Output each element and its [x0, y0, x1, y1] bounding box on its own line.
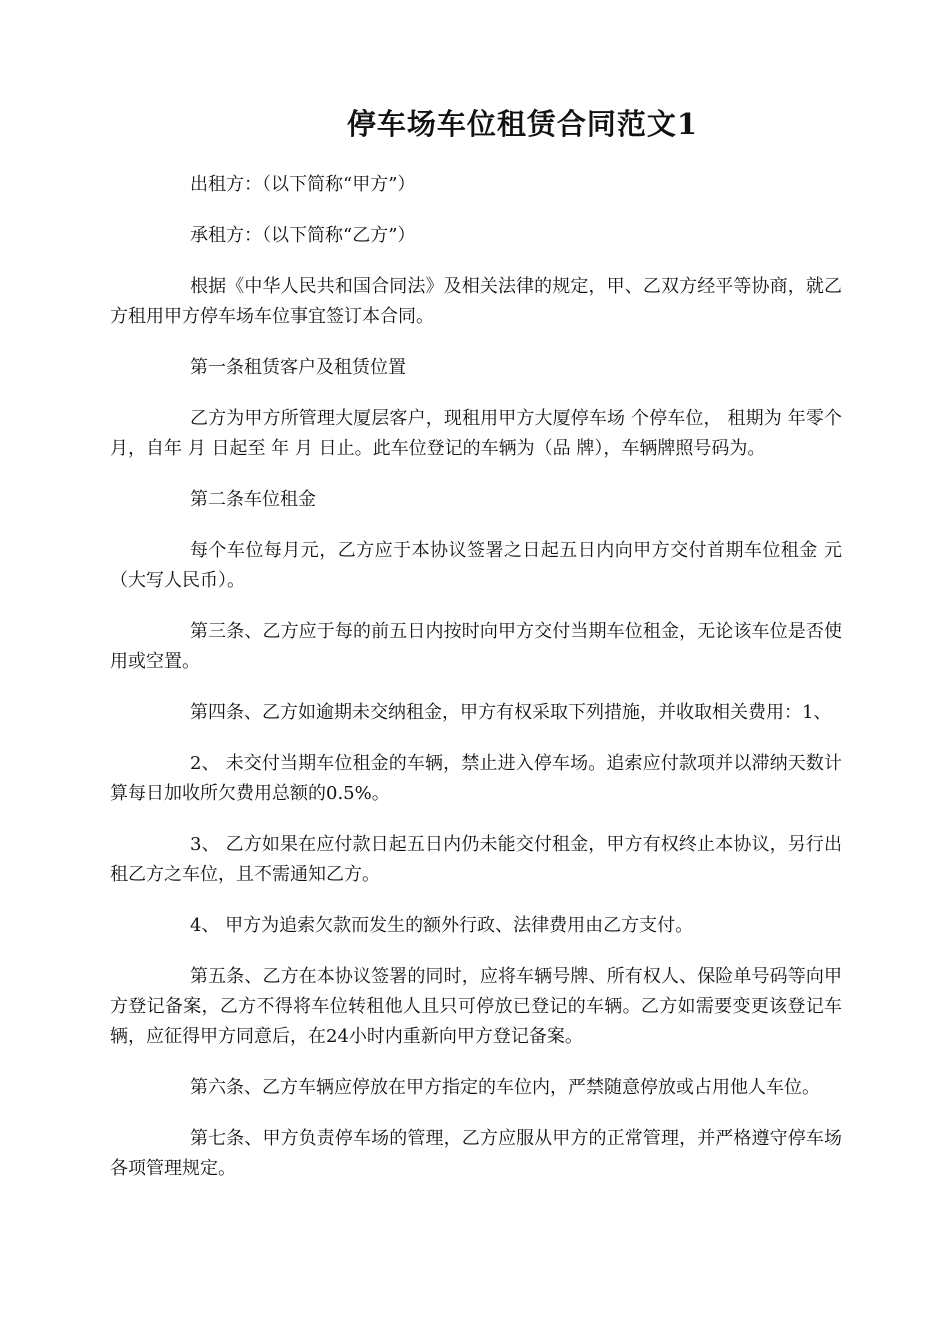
paragraph-lessor: 出租方：（以下简称“甲方”） [190, 174, 416, 195]
paragraph-article-5: 第五条、乙方在本协议签署的同时，应将车辆号牌、所有权人、保险单号码等向甲方登记备案，乙方不得将车位转租他人且只可停放已登记的车辆。乙方如需要变更该登记车辆，应征得甲方同意后，在24小时内重新向甲方登记备案。 [110, 966, 842, 1047]
paragraph-article-4-item-3: 3、 乙方如果在应付款日起五日内仍未能交付租金，甲方有权终止本协议，另行出租乙方之车位，且不需通知乙方。 [110, 834, 842, 885]
paragraph-preamble: 根据《中华人民共和国合同法》及相关法律的规定，甲、乙双方经平等协商，就乙方租用甲方停车场车位事宜签订本合同。 [110, 276, 842, 327]
paragraph-article-1-body: 乙方为甲方所管理大厦层客户，现租用甲方大厦停车场 个停车位， 租期为 年零个月，自年 月 日起至 年 月 日止。此车位登记的车辆为（品 牌），车辆牌照号码为。 [110, 408, 842, 459]
paragraph-article-4-item-4: 4、 甲方为追索欠款而发生的额外行政、法律费用由乙方支付。 [190, 915, 694, 936]
paragraph-article-4-item-2: 2、 未交付当期车位租金的车辆，禁止进入停车场。追索应付款项并以滞纳天数计算每日加收所欠费用总额的0.5%。 [110, 753, 842, 804]
paragraph-article-2-heading: 第二条车位租金 [190, 489, 316, 510]
document-body [110, 170, 842, 1205]
paragraph-article-3: 第三条、乙方应于每的前五日内按时向甲方交付当期车位租金，无论该车位是否使用或空置。 [110, 621, 842, 672]
paragraph-article-2-body: 每个车位每月元，乙方应于本协议签署之日起五日内向甲方交付首期车位租金 元（大写人民币）。 [110, 540, 842, 591]
document-title: 停车场车位租赁合同范文1 [346, 107, 699, 141]
paragraph-article-4: 第四条、乙方如逾期未交纳租金，甲方有权采取下列措施，并收取相关费用：1、 [190, 702, 832, 723]
paragraph-article-7: 第七条、甲方负责停车场的管理，乙方应服从甲方的正常管理，并严格遵守停车场各项管理规定。 [110, 1128, 842, 1179]
paragraph-article-6: 第六条、乙方车辆应停放在甲方指定的车位内，严禁随意停放或占用他人车位。 [190, 1077, 820, 1098]
paragraph-article-1-heading: 第一条租赁客户及租赁位置 [190, 357, 406, 378]
paragraph-lessee: 承租方：（以下简称“乙方”） [190, 225, 416, 246]
